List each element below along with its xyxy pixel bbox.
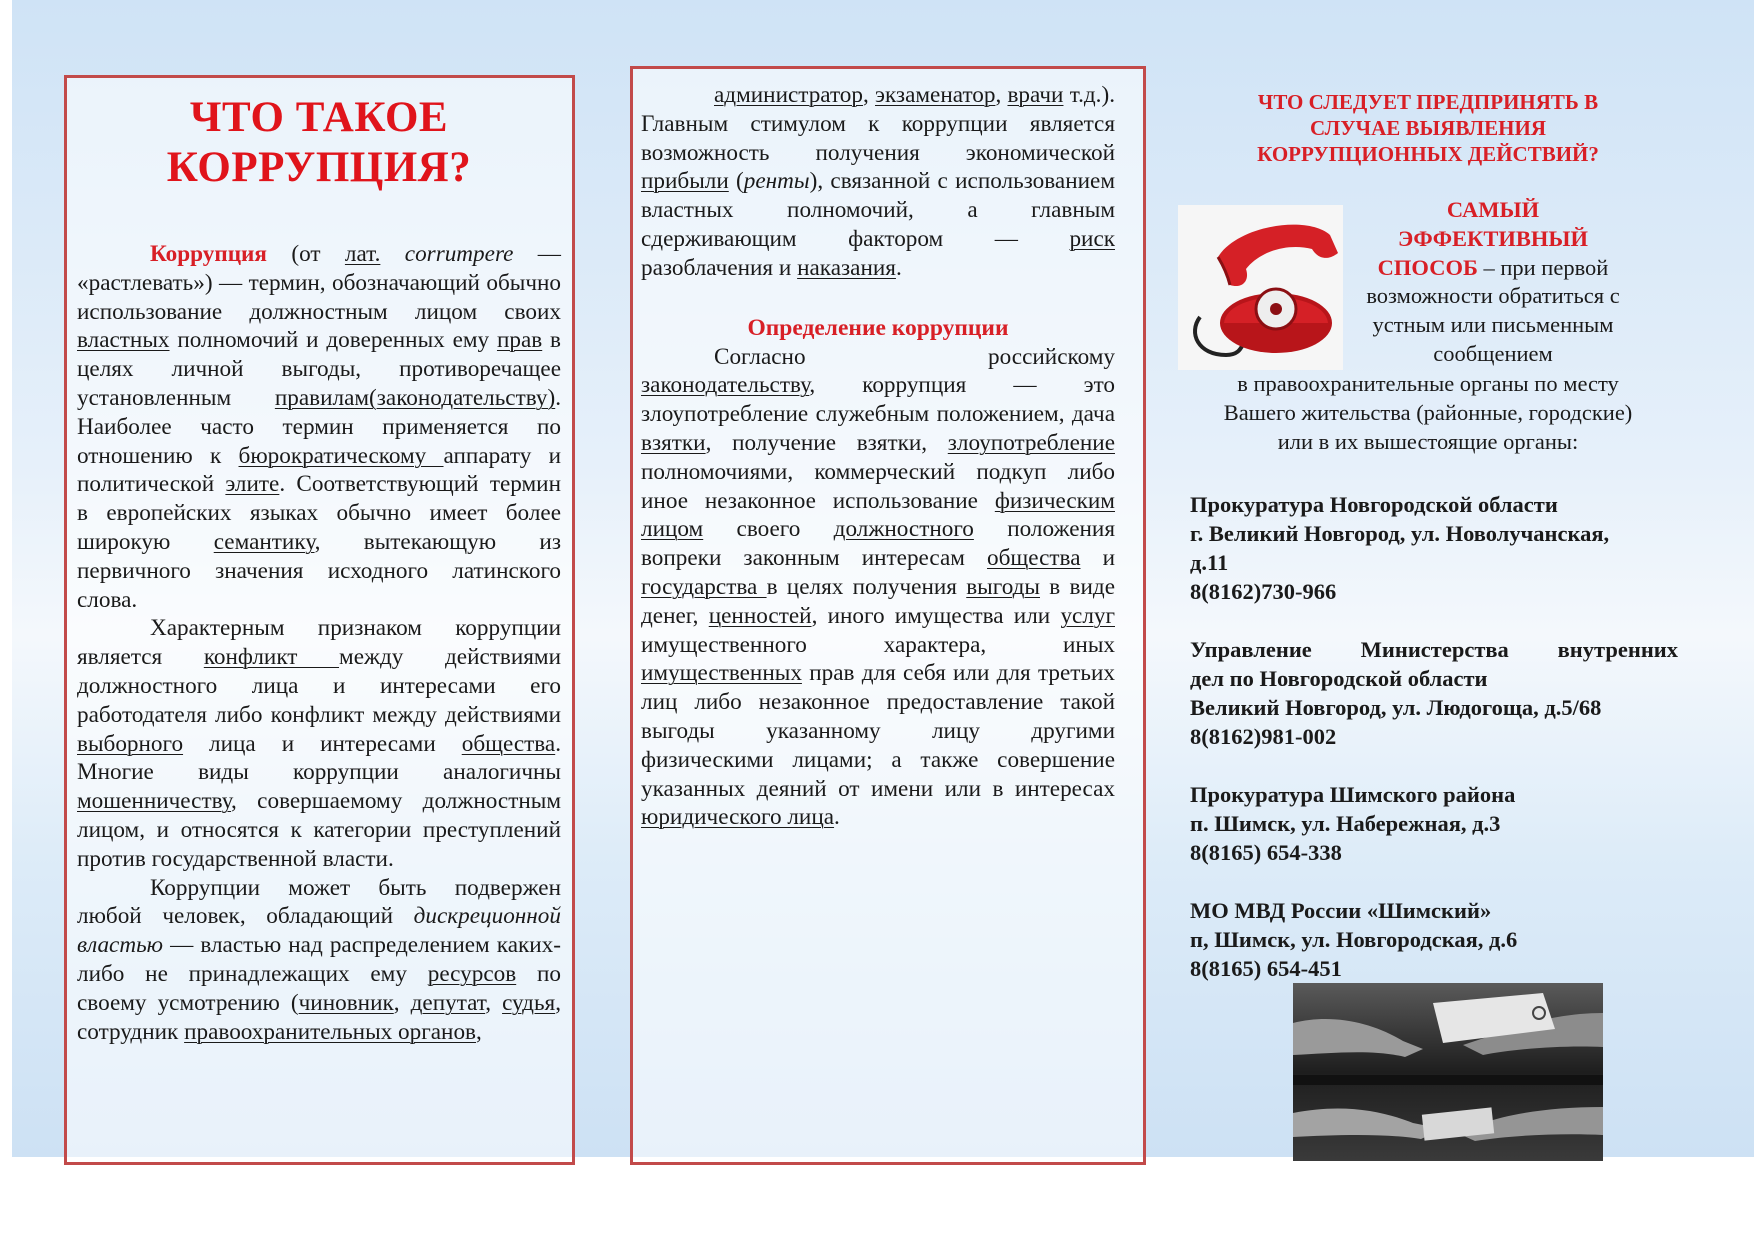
link-term: имущественных (641, 660, 802, 687)
link-term: должностного (833, 516, 974, 543)
text-run: между действиями должностного лица и интересами его работодателя либо конфликт между действиями (77, 644, 562, 728)
question-heading (1178, 89, 1678, 167)
link-term: взятки (641, 429, 706, 456)
link-term: выборного (77, 730, 184, 757)
paragraph-continuation (641, 81, 1115, 283)
italic-term: ренты (743, 168, 810, 195)
contact-prosecutor-district (1190, 780, 1678, 867)
contact-4-name: МО МВД России «Шимский» (1190, 898, 1492, 923)
link-term: конфликт (203, 644, 340, 671)
panel-what-to-do (1178, 0, 1678, 1160)
link-term: выгоды (966, 573, 1040, 600)
italic-term: дискреционной властью (77, 903, 561, 959)
text-run: в виде денег, (641, 573, 1115, 629)
link-term: врачи (1007, 82, 1064, 108)
contact-4-address: п, Шимск, ул. Новгородская, д.6 (1190, 927, 1518, 952)
continuation-line-3: или в их вышестоящие органы: (1277, 428, 1579, 454)
text-run: и (1080, 545, 1115, 572)
link-term: законодательству (641, 372, 810, 399)
telephone-icon (1178, 205, 1343, 370)
text-run: положения вопреки законным интересам (641, 516, 1115, 572)
question-line-2: СЛУЧАЕ ВЫЯВЛЕНИЯ (1309, 116, 1547, 140)
paragraph-discretionary-power (77, 874, 561, 1047)
text-run: (от (266, 241, 345, 267)
link-term: лат. (344, 241, 381, 267)
link-term: властных (77, 327, 170, 354)
link-term: элите (225, 471, 280, 498)
text-run: полномочиями, коммерческий подкуп либо иное незаконное использование (641, 458, 1115, 514)
paragraph-legal-definition (641, 343, 1115, 833)
text-run: , совершаемому должностным лицом, и относятся к категории преступлений против государственной власти. (77, 788, 561, 872)
text-run: , (863, 82, 876, 108)
definition-text (77, 240, 561, 1046)
italic-term: corrumpere (404, 241, 514, 267)
recommendation-line-1: САМЫЙ (1446, 197, 1540, 222)
text-run: Характерным признаком коррупции является (77, 615, 561, 671)
text-run: полномочий и доверенных ему (169, 327, 497, 354)
contact-interior-ministry (1190, 635, 1678, 751)
link-term: прав (496, 327, 543, 354)
link-term: наказания (797, 254, 896, 281)
text-run: в целях получения (766, 573, 967, 600)
link-term: судья (502, 989, 556, 1016)
link-term: депутат (410, 989, 486, 1016)
text-run: , иного имущества или (811, 602, 1061, 629)
legal-definition-text (641, 343, 1115, 833)
text-run: своего (703, 516, 834, 543)
text-run: , (485, 989, 503, 1016)
continuation-line-2: Вашего жительства (районные, городские) (1223, 399, 1633, 425)
recommendation-text (1348, 196, 1638, 369)
recommendation-continuation (1178, 370, 1678, 456)
text-run: разоблачения и (641, 254, 798, 281)
text-run: , (393, 989, 411, 1016)
text-run: . Наиболее часто термин применяется по отношению к (77, 384, 561, 469)
recommendation-line-3: СПОСОБ (1377, 254, 1478, 280)
link-term: правилам(законодательству) (274, 384, 556, 411)
link-term: злоупотребление (947, 429, 1115, 456)
text-run: т.д.). Главным стимулом к коррупции является возможность получения экономической (641, 82, 1115, 166)
contact-2-address: Великий Новгород, ул. Людогоща, д.5/68 (1190, 695, 1602, 720)
link-term: юридического лица (641, 804, 835, 831)
contact-1-phone: 8(8162)730-966 (1190, 579, 1337, 604)
contact-police-shimsk (1190, 896, 1678, 983)
panel-what-is-corruption (64, 75, 575, 1165)
text-run: . (895, 254, 902, 281)
text-run: . Соответствующий термин в европейских языках обычно имеет более широкую (77, 471, 561, 555)
section-heading-definition: Определение коррупции (747, 314, 1009, 341)
title-line-2: КОРРУПЦИЯ? (166, 144, 472, 191)
contact-3-address: п. Шимск, ул. Набережная, д.3 (1190, 811, 1501, 836)
text-run (380, 241, 404, 267)
contact-2-name-cont: дел по Новгородской области (1190, 666, 1488, 691)
text-run: по своему усмотрению ( (77, 960, 561, 1016)
contact-2-phone: 8(8162)981-002 (1190, 724, 1337, 749)
link-term: ценностей (708, 602, 812, 629)
contact-4-phone: 8(8165) 654-451 (1190, 956, 1342, 981)
link-term: прибыли (641, 168, 729, 195)
text-run: — «растлевать») — термин, обозначающий обычно использование должностным лицом своих (77, 241, 561, 325)
link-term: общества (461, 730, 556, 757)
paragraph-characteristic (77, 614, 561, 873)
link-term: мошенничеству (77, 788, 232, 815)
contact-3-phone: 8(8165) 654-338 (1190, 840, 1342, 865)
text-run: , (995, 82, 1008, 108)
contact-prosecutor-oblast (1190, 490, 1678, 606)
link-term: физическим лицом (641, 487, 1115, 543)
recommendation-rest: – при первой возможности обратиться с устным или письменным сообщением (1366, 254, 1620, 366)
text-run: ), связанной с использованием властных полномочий, а главным сдерживающим фактором — (641, 168, 1115, 252)
link-term: общества (987, 545, 1081, 572)
contact-1-address: г. Великий Новгород, ул. Новолучанская, (1190, 521, 1610, 546)
link-term: правоохранительных органов (184, 1018, 476, 1045)
text-run: — властью над распределением каких-либо не принадлежащих ему (77, 932, 561, 987)
text-run: , вытекающую из первичного значения исходного латинского слова. (77, 528, 561, 613)
text-run: лица и интересами (183, 730, 462, 757)
text-run: , коррупция — это злоупотребление служебным положением, дача (641, 372, 1115, 428)
link-term: экзаменатор (875, 82, 996, 108)
contact-2-name: Управление Министерства внутренних (1190, 637, 1678, 662)
panel-definition (630, 66, 1146, 1165)
highlighted-term: Коррупция (150, 241, 267, 267)
link-term: государства (641, 573, 767, 600)
contacts-list (1190, 490, 1678, 1012)
text-run: Согласно российскому (714, 343, 1115, 370)
continuation-line-1: в правоохранительные органы по месту (1237, 371, 1619, 396)
link-term: администратор (714, 82, 863, 108)
text-run: , сотрудник (77, 989, 562, 1045)
contact-3-name: Прокуратура Шимского района (1190, 782, 1516, 807)
text-run: аппарату и политической (77, 442, 561, 498)
text-run: имущественного характера, иных (641, 631, 1115, 658)
contact-1-house: д.11 (1190, 550, 1229, 575)
link-term: бюрократическому (238, 442, 444, 469)
link-term: услуг (1060, 602, 1115, 629)
question-line-1: ЧТО СЛЕДУЕТ ПРЕДПРИНЯТЬ В (1257, 90, 1599, 114)
title-line-1: ЧТО ТАКОЕ (189, 94, 449, 141)
page-title (77, 93, 561, 193)
text-run: , получение взятки, (705, 429, 948, 456)
text-run: ( (728, 168, 744, 195)
text-run: прав для себя или для третьих лиц либо незаконное предоставление такой выгоды указанному лицу другими физическими лицами; а также совершение указанных деяний от имени или в интересах (641, 660, 1115, 802)
link-term: риск (1069, 225, 1115, 252)
link-term: семантику (213, 528, 315, 555)
paragraph-corruption-definition (77, 240, 561, 614)
recommendation-line-2: ЭФФЕКТИВНЫЙ (1398, 225, 1588, 251)
link-term: ресурсов (427, 960, 517, 987)
continuation-text (641, 81, 1115, 283)
text-run: Коррупции может быть подвержен любой человек, обладающий (77, 874, 561, 930)
text-run: , (476, 1018, 482, 1045)
contact-1-name: Прокуратура Новгородской области (1190, 492, 1558, 517)
text-run: . (834, 804, 840, 831)
bribe-handshake-photo (1293, 983, 1603, 1161)
text-run: в целях личной выгоды, противоречащее установленным (77, 327, 561, 411)
text-run: . Многие виды коррупции аналогичны (77, 730, 561, 786)
question-line-3: КОРРУПЦИОННЫХ ДЕЙСТВИЙ? (1257, 142, 1599, 166)
link-term: чиновник (298, 989, 394, 1016)
